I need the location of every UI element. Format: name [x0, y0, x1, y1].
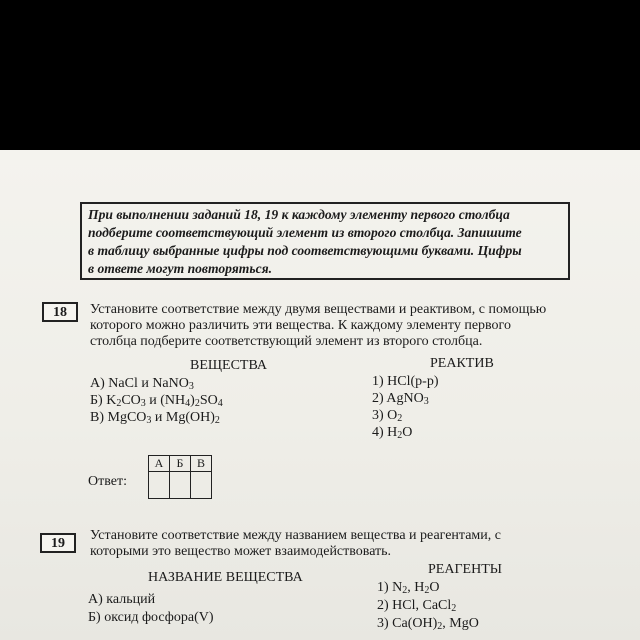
exam-page: [0, 150, 640, 640]
option-a: А) NaCl и NaNO$_3$: [90, 376, 194, 392]
column-header-reagent: РЕАКТИВ: [430, 356, 494, 371]
instruction-line: в таблицу выбранные цифры под соответствующими буквами. Цифры: [88, 243, 522, 258]
reagent-4: 4) $H_2O$: [372, 425, 413, 441]
option-letter: Б): [90, 393, 103, 408]
answer-cell-a[interactable]: [149, 472, 170, 499]
instruction-line: подберите соответствующий элемент из второго столбца. Запишите: [88, 225, 522, 240]
option-c: В) MgCO$_3$ и $Mg(OH)_2$: [90, 410, 220, 426]
reagent-number: 3): [372, 408, 384, 423]
question-19-number: 19: [40, 533, 76, 553]
answer-cell-b[interactable]: [170, 472, 191, 499]
reagent-3: 3) $Ca(OH)_2$, MgO: [377, 616, 479, 632]
answer-table: [148, 455, 212, 499]
reagent-1: 1) $N_2$, $H_2O$: [377, 580, 440, 596]
answer-col-header: Б: [170, 456, 191, 472]
answer-col-header: А: [149, 456, 170, 472]
option-letter: В): [90, 410, 104, 425]
option-letter: Б): [88, 610, 101, 625]
reagent-2: 2) AgNO$_3$: [372, 391, 429, 407]
reagent-number: 2): [377, 598, 389, 613]
question-18-text: [90, 302, 570, 350]
instruction-box: [80, 202, 570, 280]
reagent-2: 2) HCl, CaCl$_2$: [377, 598, 457, 614]
reagent-number: 3): [377, 616, 389, 631]
question-line: столбца подберите соответствующий элемент из второго столбца.: [90, 334, 483, 349]
option-letter: А): [88, 592, 103, 607]
column-header-name: НАЗВАНИЕ ВЕЩЕСТВА: [148, 570, 303, 585]
reagent-number: 1): [377, 580, 389, 595]
question-line: Установите соответствие между названием вещества и реагентами, с: [90, 528, 501, 543]
instruction-line: в ответе могут повторяться.: [88, 261, 273, 276]
reagent-1: [372, 374, 439, 390]
answer-cell-c[interactable]: [191, 472, 212, 499]
option-b: [88, 610, 214, 626]
instruction-line: При выполнении заданий 18, 19 к каждому элементу первого столбца: [88, 207, 510, 222]
reagent-3: 3) $O_2$: [372, 408, 403, 424]
option-text: оксид фосфора(V): [104, 610, 214, 625]
question-line: которыми это вещество может взаимодействовать.: [90, 544, 392, 559]
column-header-substances: ВЕЩЕСТВА: [190, 358, 268, 373]
option-letter: А): [90, 376, 105, 391]
reagent-number: 2): [372, 391, 384, 406]
option-text: кальций: [106, 592, 156, 607]
reagent-number: 1): [372, 374, 384, 389]
question-18-number: 18: [42, 302, 78, 322]
reagent-text: HCl(р-р): [387, 374, 439, 389]
question-line: Установите соответствие между двумя веществами и реактивом, с помощью: [90, 302, 547, 317]
answer-col-header: В: [191, 456, 212, 472]
answer-label: Ответ:: [88, 474, 127, 489]
option-b: Б) $K_2CO_3$ и $(NH_4)_2SO_4$: [90, 393, 223, 409]
question-line: которого можно различить эти вещества. К каждому элементу первого: [90, 318, 511, 333]
reagent-number: 4): [372, 425, 384, 440]
option-a: [88, 592, 155, 608]
column-header-reagents: РЕАГЕНТЫ: [428, 562, 502, 577]
question-19-text: [90, 528, 570, 560]
